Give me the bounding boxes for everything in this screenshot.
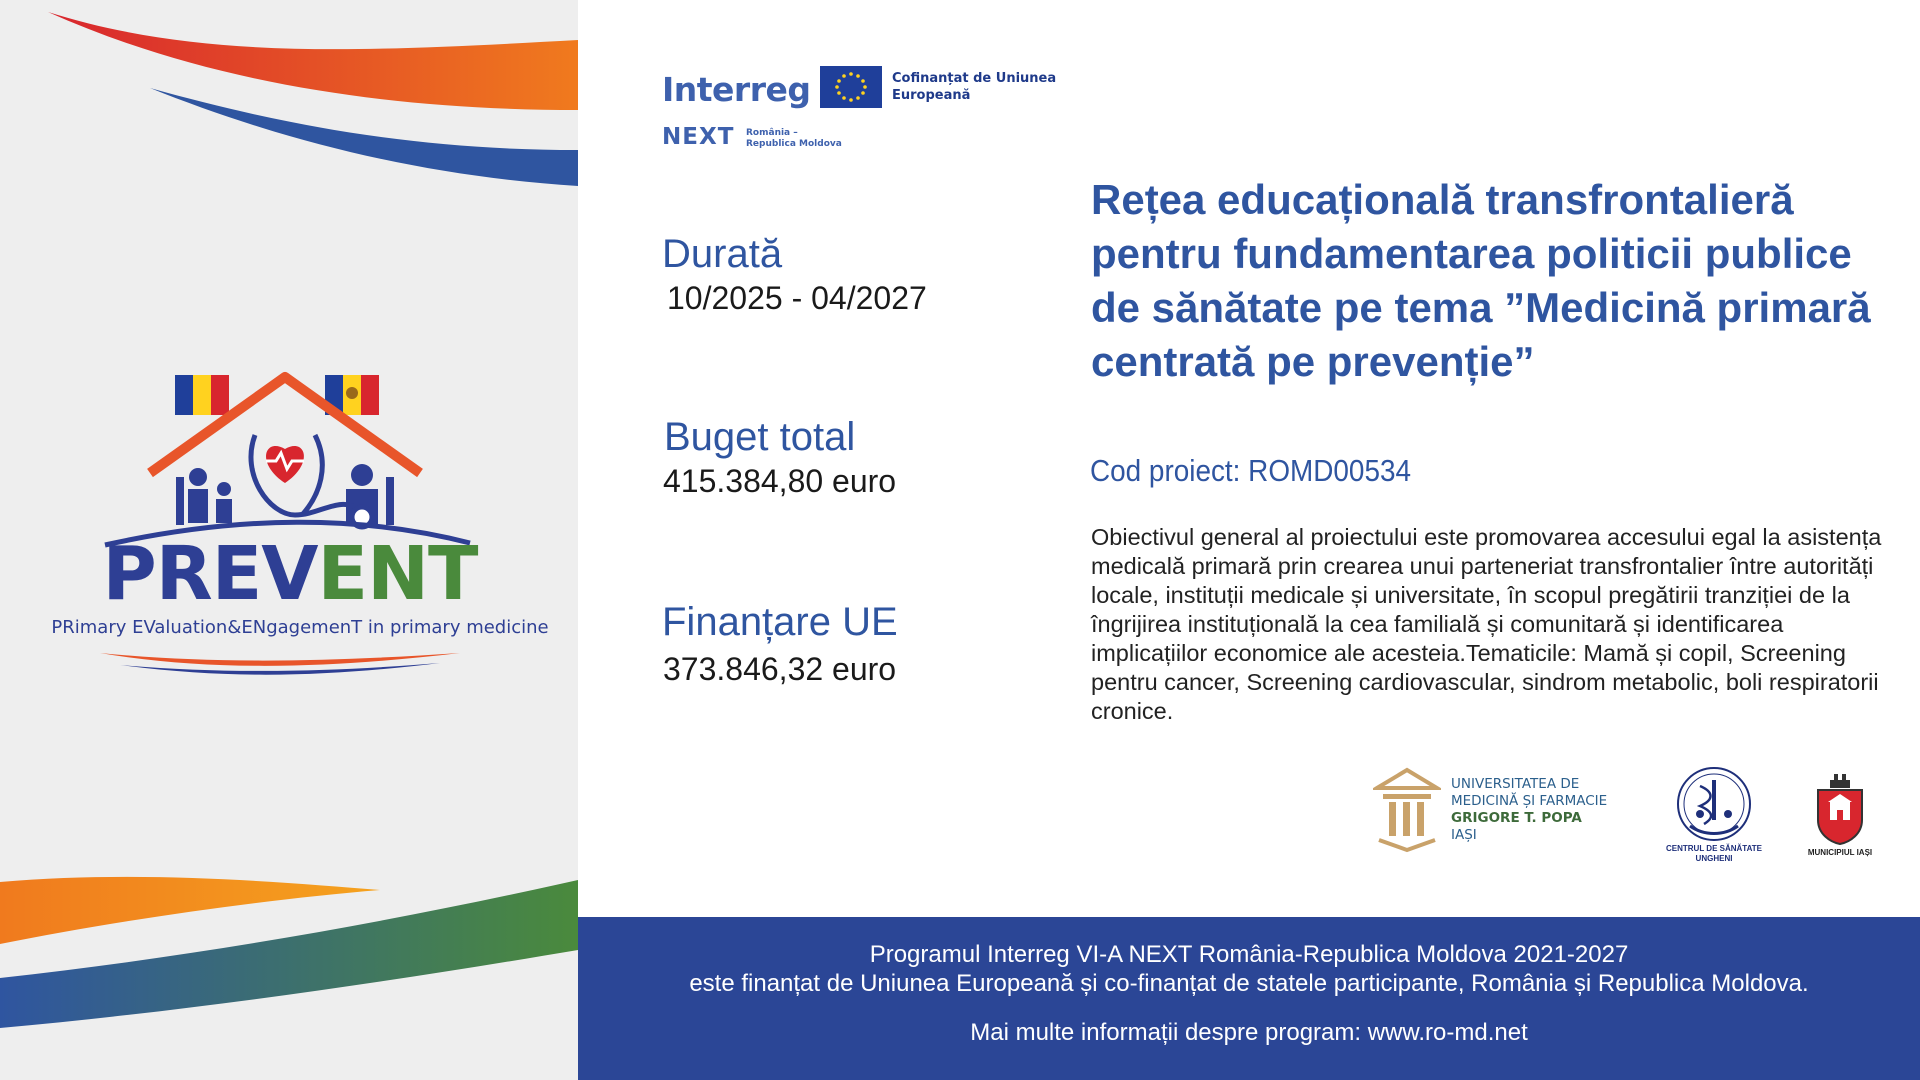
- prevent-wordmark: PREVENT: [102, 531, 478, 617]
- eu-flag-icon: [820, 66, 882, 108]
- interreg-wordmark: Interreg: [662, 70, 811, 109]
- umf-label: UNIVERSITATEA DE MEDICINĂ ȘI FARMACIE GRIGORE T. POPA IAȘI: [1451, 776, 1608, 843]
- eu-funding-value: 373.846,32 euro: [663, 651, 897, 687]
- decorative-swoosh-bottom: [0, 860, 578, 1080]
- cofinanced-label: Cofinanțat de Uniunea Europeană: [892, 71, 1057, 103]
- prevent-underline-swoosh: [40, 643, 550, 683]
- health-center-label: CENTRUL DE SĂNĂTATE UNGHENI: [1666, 844, 1762, 863]
- municipiul-iasi-logo: [1800, 766, 1880, 864]
- funding-footer: [578, 917, 1920, 1080]
- duration-value: 10/2025 - 04/2027: [667, 280, 927, 316]
- next-country-label: România – Republica Moldova: [746, 128, 842, 149]
- budget-value: 415.384,80 euro: [663, 463, 897, 499]
- health-center-emblem-icon: [1664, 766, 1764, 844]
- iasi-coat-of-arms-icon: [1800, 766, 1880, 846]
- budget-label: Buget total: [664, 415, 856, 459]
- umf-iasi-logo: [1373, 766, 1625, 856]
- project-code: Cod proiect: ROMD00534: [1090, 453, 1412, 488]
- duration-label: Durată: [662, 232, 783, 276]
- eu-funding-label: Finanțare UE: [662, 600, 898, 644]
- iasi-label: MUNICIPIUL IAȘI: [1807, 848, 1873, 857]
- project-description: Obiectivul general al proiectului este promovarea accesului egal la asistența medicală primară prin crearea unui parteneriat transfrontalier între autorități locale, instituții medicale și universitate, în scopul pregătirii tranziției de la îngrijirea instituțională la cea familială și comunitară și identificarea implicațiilor economice ale acesteia.Tematicile: Mamă și copil, Screening pentru cancer, Screening cardiovascular, sindrom metabolic, boli respiratorii cronice.: [1091, 524, 1882, 724]
- centrul-sanatate-ungheni-logo: [1664, 766, 1764, 864]
- interreg-next-logo: [660, 62, 1060, 158]
- prevent-tagline: PRimary EValuation&ENgagemenT in primary medicine: [51, 617, 549, 638]
- project-title: Rețea educațională transfrontalieră pentru fundamentarea politicii publice de sănătate pe tema ”Medicină primară centrată pe prevenție”: [1091, 176, 1871, 385]
- footer-more-info-line: Mai multe informații despre program: www.ro-md.net: [970, 1019, 1528, 1046]
- footer-program-line: Programul Interreg VI-A NEXT România-Republica Moldova 2021-2027: [869, 941, 1629, 968]
- footer-funding-line: este finanțat de Uniunea Europeană și co-finanțat de statele participante, România și Republica Moldova.: [689, 970, 1809, 997]
- umf-columns-icon: [1373, 766, 1441, 854]
- left-brand-panel: [0, 0, 578, 1080]
- decorative-swoosh-top: [0, 0, 578, 200]
- next-wordmark: NEXT: [662, 124, 735, 150]
- prevent-logo: [40, 365, 550, 685]
